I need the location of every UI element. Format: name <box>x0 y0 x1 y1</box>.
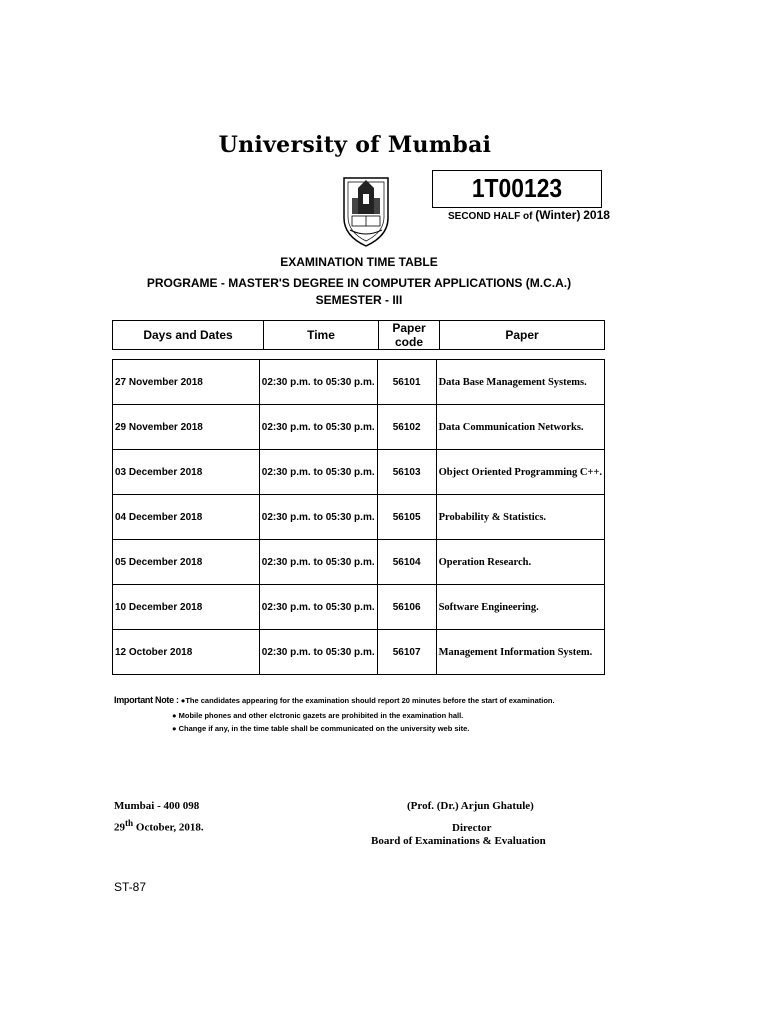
row-code: 56104 <box>377 540 436 585</box>
bullet-icon: ● <box>172 724 177 733</box>
programme-title: PROGRAME - MASTER'S DEGREE IN COMPUTER APPLICATIONS (M.C.A.) <box>146 276 572 290</box>
row-paper: Data Communication Networks. <box>436 405 604 450</box>
note-line-3 <box>172 724 469 733</box>
row-code: 56102 <box>377 405 436 450</box>
row-code: 56101 <box>377 360 436 405</box>
half-prefix: SECOND HALF of <box>448 211 533 222</box>
half-session: (Winter) <box>535 208 581 222</box>
table-row <box>113 405 605 450</box>
note-line-1 <box>114 695 555 705</box>
schedule-table <box>112 359 605 675</box>
university-logo <box>340 176 392 248</box>
row-date: 03 December 2018 <box>113 450 260 495</box>
row-time: 02:30 p.m. to 05:30 p.m. <box>259 405 377 450</box>
row-paper: Operation Research. <box>436 540 604 585</box>
date-suffix: th <box>125 818 134 828</box>
timetable-title: EXAMINATION TIME TABLE <box>280 255 438 269</box>
bullet-icon: ● <box>172 711 177 720</box>
place-text: Mumbai - 400 098 <box>114 800 200 812</box>
exam-session-line <box>448 208 610 222</box>
signatory-board: Board of Examinations & Evaluation <box>371 835 546 847</box>
table-row <box>113 360 605 405</box>
row-code: 56106 <box>377 585 436 630</box>
table-row <box>113 495 605 540</box>
col-paper: Paper <box>440 321 605 350</box>
row-time: 02:30 p.m. to 05:30 p.m. <box>259 360 377 405</box>
signatory-name: (Prof. (Dr.) Arjun Ghatule) <box>407 800 534 812</box>
table-row <box>113 540 605 585</box>
university-title: University of Mumbai <box>218 132 492 158</box>
date-rest: October, 2018. <box>133 821 204 834</box>
signatory-designation: Director <box>452 822 492 834</box>
note-item: Change if any, in the time table shall be communicated on the university web site. <box>178 724 470 733</box>
row-paper: Probability & Statistics. <box>436 495 604 540</box>
date-day: 29 <box>114 821 125 834</box>
issue-date <box>114 818 204 834</box>
row-date: 27 November 2018 <box>113 360 260 405</box>
row-date: 29 November 2018 <box>113 405 260 450</box>
row-time: 02:30 p.m. to 05:30 p.m. <box>259 630 377 675</box>
exam-code: 1T00123 <box>471 173 563 203</box>
row-paper: Object Oriented Programming C++. <box>436 450 604 495</box>
row-code: 56103 <box>377 450 436 495</box>
semester-title: SEMESTER - III <box>315 293 403 307</box>
table-row <box>113 630 605 675</box>
exam-code-box <box>432 170 602 208</box>
col-time: Time <box>264 321 379 350</box>
col-days-and-dates: Days and Dates <box>113 321 264 350</box>
row-paper: Management Information System. <box>436 630 604 675</box>
col-paper-code: Paper code <box>379 321 440 350</box>
row-date: 10 December 2018 <box>113 585 260 630</box>
schedule-header <box>112 320 605 350</box>
row-paper: Software Engineering. <box>436 585 604 630</box>
note-item: Mobile phones and other elctronic gazets are prohibited in the examination hall. <box>178 711 464 720</box>
row-date: 12 October 2018 <box>113 630 260 675</box>
table-row <box>113 585 605 630</box>
note-line-2 <box>172 711 463 720</box>
row-date: 05 December 2018 <box>113 540 260 585</box>
note-label: Important Note : <box>114 695 179 705</box>
table-row <box>113 450 605 495</box>
row-time: 02:30 p.m. to 05:30 p.m. <box>259 450 377 495</box>
row-code: 56107 <box>377 630 436 675</box>
row-code: 56105 <box>377 495 436 540</box>
row-time: 02:30 p.m. to 05:30 p.m. <box>259 585 377 630</box>
row-date: 04 December 2018 <box>113 495 260 540</box>
bullet-icon: ● <box>180 696 186 705</box>
row-paper: Data Base Management Systems. <box>436 360 604 405</box>
row-time: 02:30 p.m. to 05:30 p.m. <box>259 495 377 540</box>
half-year: 2018 <box>583 208 610 222</box>
row-time: 02:30 p.m. to 05:30 p.m. <box>259 540 377 585</box>
note-item: The candidates appearing for the examination should report 20 minutes before the start of examination. <box>185 696 555 705</box>
document-reference: ST-87 <box>114 880 147 894</box>
